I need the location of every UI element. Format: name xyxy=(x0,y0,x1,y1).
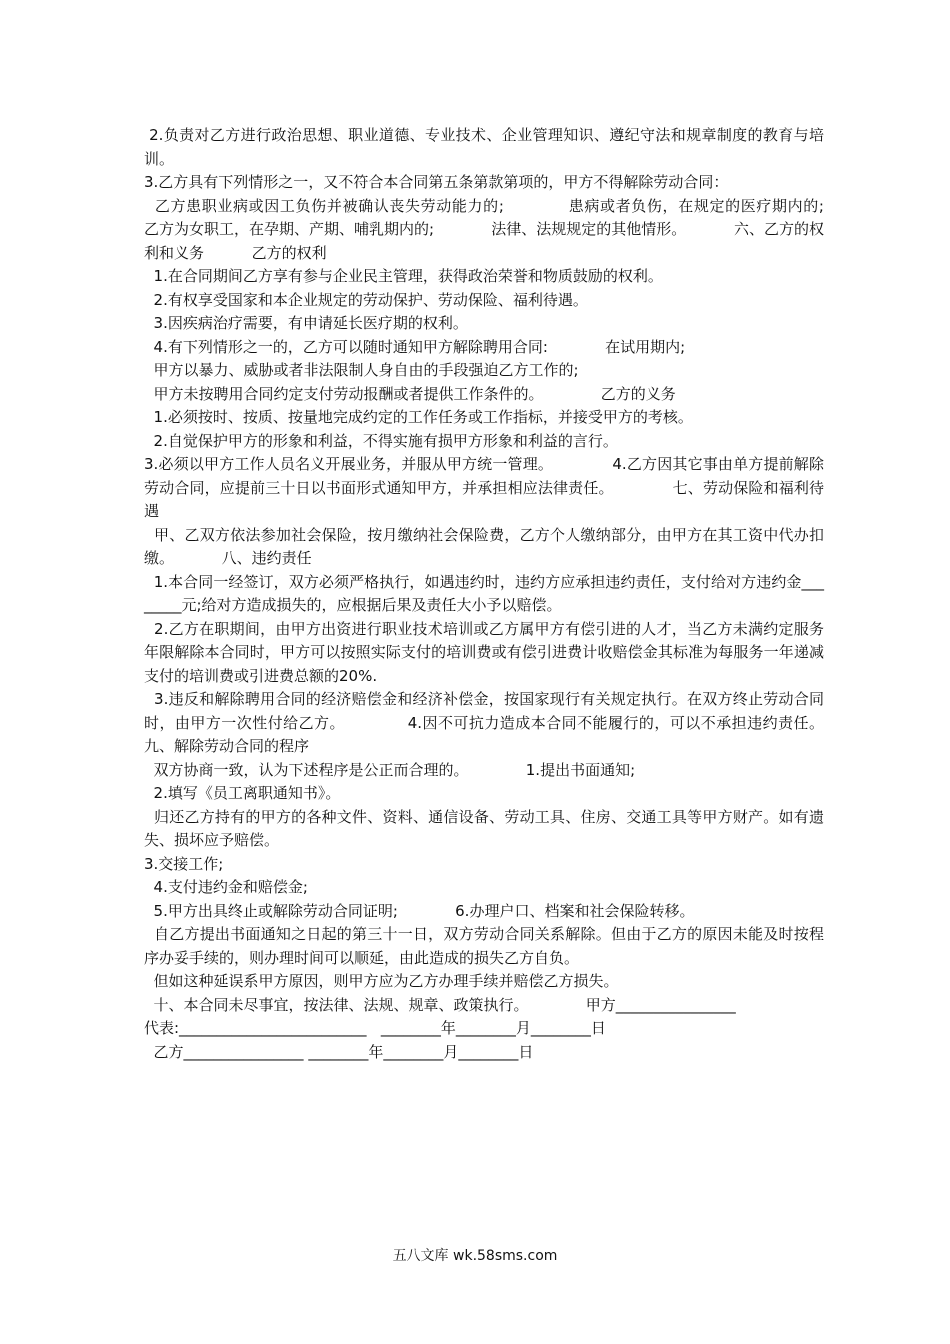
document-paragraph: 2.乙方在职期间，由甲方出资进行职业技术培训或乙方属甲方有偿引进的人才，当乙方未满约定服务年限解除本合同时，甲方可以按照实际支付的培训费或有偿引进费计收赔偿金其标准为每服务一年递减支付的培训费或引进费总额的20%. xyxy=(144,619,824,685)
document-paragraph: 5.甲方出具终止或解除劳动合同证明; 6.办理户口、档案和社会保险转移。 xyxy=(144,901,695,920)
document-paragraph: 4.支付违约金和赔偿金; xyxy=(144,878,308,896)
document-paragraph: 3.因疾病治疗需要，有申请延长医疗期的权利。 xyxy=(144,314,468,332)
document-body xyxy=(144,124,882,1064)
document-paragraph: 代表:_________________________ ________年________月________日 xyxy=(144,1019,606,1037)
document-paragraph: 1.在合同期间乙方享有参与企业民主管理，获得政治荣誉和物质鼓励的权利。 xyxy=(144,267,663,285)
document-paragraph: 3.必须以甲方工作人员名义开展业务，并服从甲方统一管理。 4.乙方因其它事由单方提前解除劳动合同，应提前三十日以书面形式通知甲方，并承担相应法律责任。 七、劳动保险和福利待遇 xyxy=(144,455,824,520)
document-paragraph: 但如这种延误系甲方原因，则甲方应为乙方办理手续并赔偿乙方损失。 xyxy=(144,972,619,990)
document-paragraph: 3.乙方具有下列情形之一，又不符合本合同第五条第款第项的，甲方不得解除劳动合同： xyxy=(144,173,729,191)
document-paragraph: 自乙方提出书面通知之日起的第三十一日，双方劳动合同关系解除。但由于乙方的原因未能及时按程序办妥手续的，则办理时间可以顺延，由此造成的损失乙方自负。 xyxy=(144,925,824,967)
document-paragraph: 双方协商一致，认为下述程序是公正而合理的。 1.提出书面通知; xyxy=(144,760,636,779)
document-paragraph: 甲方以暴力、威胁或者非法限制人身自由的手段强迫乙方工作的; xyxy=(144,361,579,379)
document-paragraph: 十、本合同未尽事宜，按法律、法规、规章、政策执行。 甲方________________ xyxy=(144,995,736,1014)
document-paragraph: 1.必须按时、按质、按量地完成约定的工作任务或工作指标，并接受甲方的考核。 xyxy=(144,408,693,426)
document-paragraph: 甲方未按聘用合同约定支付劳动报酬或者提供工作条件的。 乙方的义务 xyxy=(144,384,676,403)
document-paragraph: 乙方________________ ________年________月________日 xyxy=(144,1042,534,1061)
document-paragraph: 归还乙方持有的甲方的各种文件、资料、通信设备、劳动工具、住房、交通工具等甲方财产。如有遗失、损坏应予赔偿。 xyxy=(144,807,824,849)
document-paragraph: 1.本合同一经签订，双方必须严格执行，如遇违约时，违约方应承担违约责任，支付给对方违约金________元;给对方造成损失的，应根据后果及责任大小予以赔偿。 xyxy=(144,572,824,614)
document-paragraph: 2.负责对乙方进行政治思想、职业道德、专业技术、企业管理知识、遵纪守法和规章制度的教育与培训。 xyxy=(144,126,824,168)
document-paragraph: 4.有下列情形之一的，乙方可以随时通知甲方解除聘用合同: 在试用期内; xyxy=(144,337,686,356)
document-paragraph: 2.自觉保护甲方的形象和利益，不得实施有损甲方形象和利益的言行。 xyxy=(144,431,618,450)
document-paragraph: 乙方患职业病或因工负伤并被确认丧失劳动能力的; 患病或者负伤，在规定的医疗期内的; 乙方为女职工，在孕期、产期、哺乳期内的; 法律、法规规定的其他情形。 六、乙方的权利和义务 乙方的权利 xyxy=(144,196,882,262)
document-paragraph: 2.有权享受国家和本企业规定的劳动保护、劳动保险、福利待遇。 xyxy=(144,290,588,309)
footer-watermark: 五八文库 wk.58sms.com xyxy=(392,1248,558,1264)
document-paragraph: 3.交接工作; xyxy=(144,854,224,873)
document-paragraph: 3.违反和解除聘用合同的经济赔偿金和经济补偿金，按国家现行有关规定执行。在双方终止劳动合同时，由甲方一次性付给乙方。 4.因不可抗力造成本合同不能履行的，可以不承担违约责任。 九、解除劳动合同的程序 xyxy=(144,690,872,755)
document-paragraph: 甲、乙双方依法参加社会保险，按月缴纳社会保险费，乙方个人缴纳部分，由甲方在其工资中代办扣缴。 八、违约责任 xyxy=(144,525,824,567)
document-paragraph: 2.填写《员工离职通知书》。 xyxy=(144,784,341,802)
